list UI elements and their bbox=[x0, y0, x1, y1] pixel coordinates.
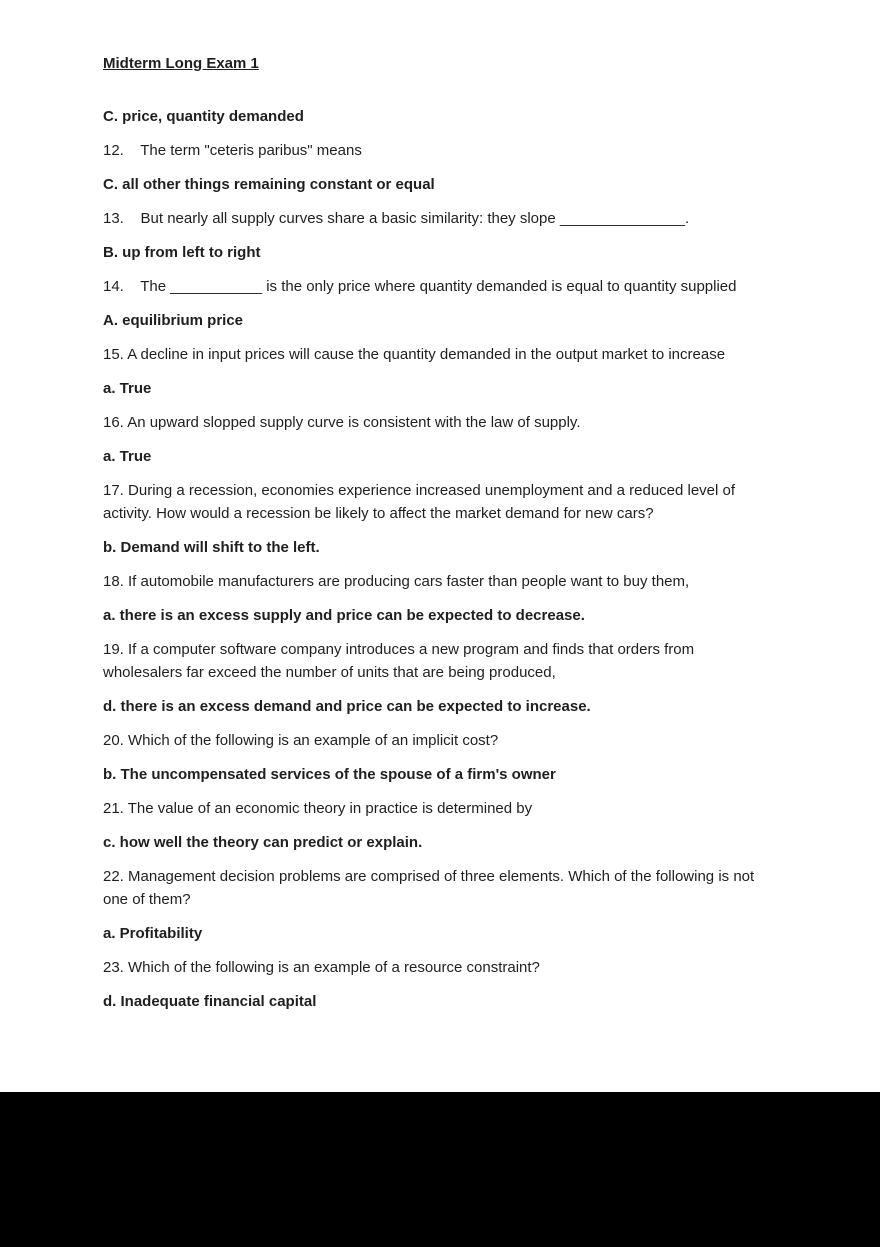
question-paragraph: 22. Management decision problems are comprised of three elements. Which of the following is not one of them? bbox=[103, 868, 759, 908]
answer-paragraph: b. The uncompensated services of the spouse of a firm's owner bbox=[103, 766, 556, 783]
answer-paragraph: a. Profitability bbox=[103, 925, 203, 942]
question-paragraph: 16. An upward slopped supply curve is consistent with the law of supply. bbox=[103, 414, 581, 431]
paragraph-list bbox=[103, 105, 777, 1013]
question-paragraph: 21. The value of an economic theory in practice is determined by bbox=[103, 800, 533, 817]
question-paragraph: 14. The ___________ is the only price where quantity demanded is equal to quantity supplied bbox=[103, 278, 737, 295]
answer-paragraph: c. how well the theory can predict or explain. bbox=[103, 834, 423, 851]
question-paragraph: 13. But nearly all supply curves share a basic similarity: they slope _______________. bbox=[103, 210, 690, 227]
question-paragraph: 17. During a recession, economies experience increased unemployment and a reduced level of activity. How would a recession be likely to affect the market demand for new cars? bbox=[103, 482, 740, 522]
answer-paragraph: C. price, quantity demanded bbox=[103, 108, 304, 125]
answer-paragraph: A. equilibrium price bbox=[103, 312, 244, 329]
answer-paragraph: a. True bbox=[103, 448, 152, 465]
question-paragraph: 15. A decline in input prices will cause the quantity demanded in the output market to increase bbox=[103, 346, 726, 363]
answer-paragraph: C. all other things remaining constant or equal bbox=[103, 176, 435, 193]
answer-paragraph: d. Inadequate financial capital bbox=[103, 993, 317, 1010]
answer-paragraph: b. Demand will shift to the left. bbox=[103, 539, 320, 556]
answer-paragraph: a. there is an excess supply and price can be expected to decrease. bbox=[103, 607, 585, 624]
question-paragraph: 20. Which of the following is an example of an implicit cost? bbox=[103, 732, 499, 749]
question-paragraph: 23. Which of the following is an example of a resource constraint? bbox=[103, 959, 540, 976]
answer-paragraph: a. True bbox=[103, 380, 152, 397]
answer-paragraph: B. up from left to right bbox=[103, 244, 261, 261]
question-paragraph: 18. If automobile manufacturers are producing cars faster than people want to buy them, bbox=[103, 573, 690, 590]
question-paragraph: 19. If a computer software company introduces a new program and finds that orders from wholesalers far exceed the number of units that are being produced, bbox=[103, 641, 699, 681]
question-paragraph: 12. The term "ceteris paribus" means bbox=[103, 142, 362, 159]
answer-paragraph: d. there is an excess demand and price can be expected to increase. bbox=[103, 698, 591, 715]
document-title: Midterm Long Exam 1 bbox=[103, 55, 259, 72]
